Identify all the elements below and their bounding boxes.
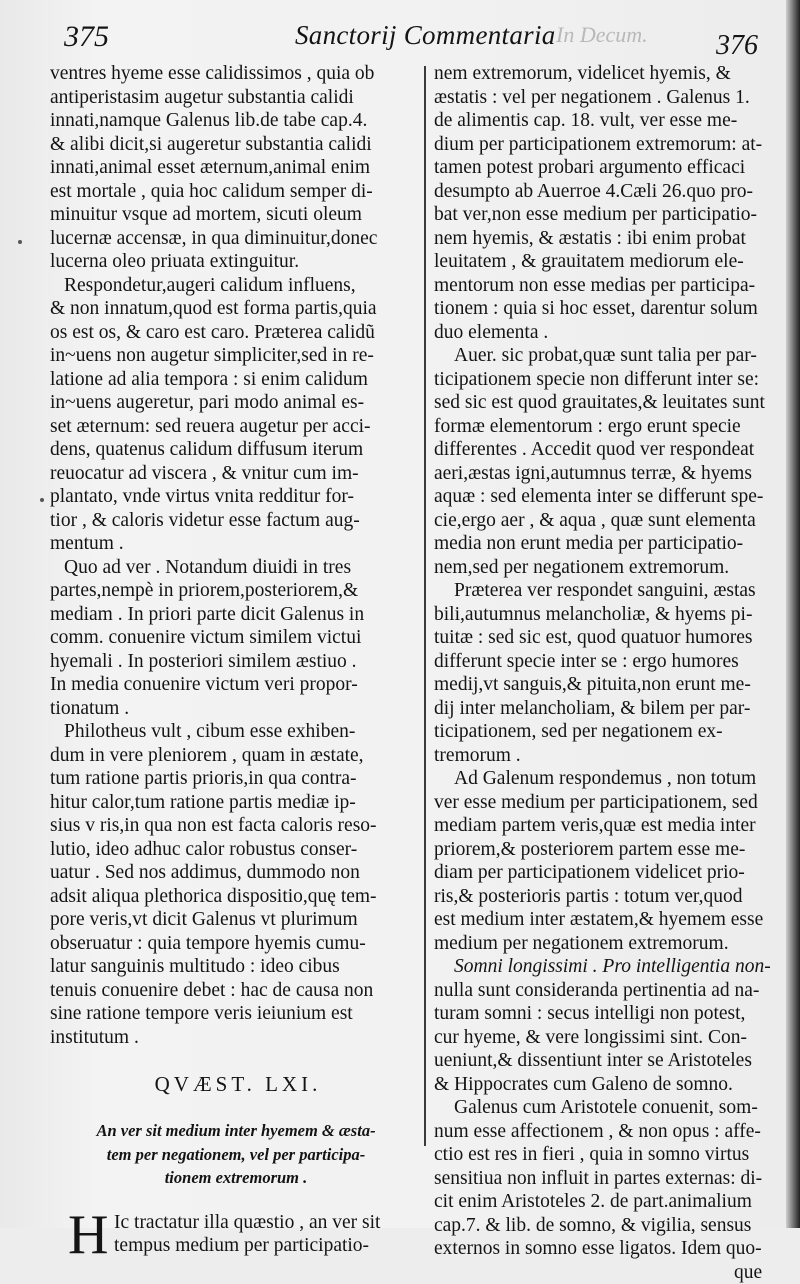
text-line: uatur . Sed nos addimus, dummodo non [50, 861, 360, 885]
text-line: & Hippocrates cum Galeno de somno. [434, 1073, 733, 1097]
text-line: latione ad alia tempora : si enim calidum [50, 368, 368, 392]
text-line: Ad Galenum respondemus , non totum [434, 767, 756, 791]
text-line: diam per participationem videlicet prio- [434, 861, 745, 885]
text-line: cap.7. & lib. de somno, & vigilia, sensus [434, 1214, 751, 1238]
bleed-through-text: In Decum. [556, 22, 648, 48]
text-line: reuocatur ad viscera , & vnitur cum im- [50, 462, 359, 486]
text-line: nulla sunt consideranda pertinentia ad na- [434, 979, 759, 1003]
text-line: institutum . [50, 1026, 139, 1050]
text-line: sius v ris,in qua non est facta caloris reso- [50, 814, 377, 838]
text-line: differentes . Accedit quod ver respondeat [434, 438, 754, 462]
text-line: de alimentis cap. 18. vult, ver esse me- [434, 109, 737, 133]
text-line: hyemali . In posteriori similem æstiuo . [50, 650, 357, 674]
text-line: externos in somno esse ligatos. Idem quo- [434, 1237, 762, 1261]
text-line: formæ elementorum : ergo erunt specie [434, 415, 741, 439]
text-line: medij,vt sanguis,& pituita,non erunt me- [434, 673, 751, 697]
text-line: bili,autumnus melancholiæ, & hyems pi- [434, 603, 752, 627]
text-line: In media conuenire victum veri propor- [50, 673, 358, 697]
text-line: dens, quatenus calidum diffusum iterum [50, 438, 363, 462]
text-line: mediam . In priori parte dicit Galenus in [50, 603, 364, 627]
text-line: duo elementa . [434, 321, 548, 345]
text-line: nem extremorum, videlicet hyemis, & [434, 62, 731, 86]
text-line: ctio est res in fieri , quia in somno virtus [434, 1143, 749, 1167]
text-line: tum ratione partis prioris,in qua contra- [50, 767, 357, 791]
text-line: comm. conuenire victum similem victui [50, 626, 361, 650]
text-line: ver esse medium per participationem, sed [434, 791, 758, 815]
text-line: mediam partem veris,quæ est media inter [434, 814, 756, 838]
text-line: est medium inter æstatem,& hyemem esse [434, 908, 763, 932]
right-page-number: 376 [716, 30, 758, 62]
text-line: in~uens non augetur simpliciter,sed in re- [50, 344, 374, 368]
text-line: os est os, & caro est caro. Præterea calidũ [50, 321, 375, 345]
text-line: innati,animal esset æternum,animal enim [50, 156, 370, 180]
text-line: Ic tractatur illa quæstio , an ver sit [114, 1211, 380, 1235]
text-line: sine ratione tempore veris ieiunium est [50, 1002, 353, 1026]
text-line: tionatum . [50, 697, 129, 721]
text-line: nem,sed per negationem extremorum. [434, 556, 729, 580]
text-line: Galenus cum Aristotele conuenit, som- [434, 1096, 758, 1120]
text-line: Philotheus vult , cibum esse exhiben- [50, 720, 355, 744]
text-line: hitur calor,tum ratione partis mediæ ip- [50, 791, 356, 815]
text-line: & non innatum,quod est forma partis,quia [50, 297, 377, 321]
text-line: in~uens augeretur, pari modo animal es- [50, 391, 364, 415]
text-line: num esse affectionem , & non opus : affe- [434, 1120, 761, 1144]
question-title-line: tem per negationem, vel per participa- [50, 1143, 422, 1167]
text-line: innati,namque Galenus lib.de tabe cap.4. [50, 109, 367, 133]
text-line: ticipationem specie non differunt inter se: [434, 368, 759, 392]
text-line: Præterea ver respondet sanguini, æstas [434, 579, 756, 603]
running-title: Sanctorij Commentaria [295, 20, 556, 51]
page-edge-shadow [786, 0, 800, 1228]
margin-dot [40, 498, 44, 502]
text-line: tremorum . [434, 744, 521, 768]
right-column [434, 62, 788, 1284]
text-line: priorem,& posteriorem partem esse me- [434, 838, 745, 862]
margin-dot [18, 240, 22, 244]
text-line: media non erunt media per participatio- [434, 532, 743, 556]
text-line: ticipationem, sed per negationem ex- [434, 720, 723, 744]
text-line: leuitatem , & grauitatem mediorum ele- [434, 250, 744, 274]
text-line: Somni longissimi . Pro intelligentia non- [434, 955, 771, 979]
text-line: cie,ergo aer , & aqua , quæ sunt elementa [434, 509, 756, 533]
text-line: tuitæ : sed sic est, quod quatuor humores [434, 626, 752, 650]
text-line: ris,& posterioris partis : totum ver,quod [434, 885, 742, 909]
column-divider [424, 66, 426, 1146]
text-line: differunt specie inter se : ergo humores [434, 650, 739, 674]
left-column [50, 62, 422, 1258]
question-heading: QVÆST. LXI. [50, 1070, 422, 1098]
text-line: Auer. sic probat,quæ sunt talia per par- [434, 344, 757, 368]
text-line: æstatis : vel per negationem . Galenus 1. [434, 86, 750, 110]
text-line: tior , & caloris videtur esse factum aug- [50, 509, 360, 533]
text-line: est mortale , quia hoc calidum semper di- [50, 180, 373, 204]
text-line: ventres hyeme esse calidissimos , quia ob [50, 62, 374, 86]
text-line: lutio, ideo adhuc calor robustus conser- [50, 838, 357, 862]
text-line: cit enim Aristoteles 2. de part.animalium [434, 1190, 752, 1214]
text-line: dij inter melancholiam, & bilem per par- [434, 697, 750, 721]
text-line: desumpto ab Auerroe 4.Cæli 26.quo pro- [434, 180, 753, 204]
text-line: latur sanguinis multitudo : ideo cibus [50, 955, 340, 979]
text-line: & alibi dicit,si augeretur substantia calidi [50, 133, 372, 157]
opening-paragraph [50, 1211, 422, 1258]
text-line: cur hyeme, & vere longissimi sint. Con- [434, 1026, 747, 1050]
text-line: plantato, vnde virtus vnita redditur for- [50, 485, 354, 509]
question-title-line: tionem extremorum . [50, 1166, 422, 1190]
text-line: aquæ : sed elementa inter se differunt spe- [434, 485, 763, 509]
text-line: dum in vere pleniorem , quam in æstate, [50, 744, 364, 768]
text-line: tenuis conuenire debet : hac de causa non [50, 979, 373, 1003]
text-line: lucernæ accensæ, in qua diminuitur,donec [50, 227, 377, 251]
text-line: Respondetur,augeri calidum influens, [50, 274, 356, 298]
text-line: pore veris,vt dicit Galenus vt plurimum [50, 908, 358, 932]
text-line: nem hyemis, & æstatis : ibi enim probat [434, 227, 746, 251]
drop-cap: H [68, 1207, 108, 1263]
text-line: sed sic est quod grauitates,& leuitates sunt [434, 391, 765, 415]
catchword: que [434, 1261, 762, 1284]
question-title-line: An ver sit medium inter hyemem & æsta- [50, 1119, 422, 1143]
text-line: ueniunt,& dissentiunt inter se Aristoteles [434, 1049, 752, 1073]
text-line: tempus medium per participatio- [114, 1234, 369, 1258]
text-line: partes,nempè in priorem,posteriorem,& [50, 579, 358, 603]
text-line: lucerna oleo priuata extinguitur. [50, 250, 299, 274]
left-page-number: 375 [64, 20, 109, 54]
text-line: turam somni : secus intelligi non potest, [434, 1002, 745, 1026]
text-line: antiperistasim augetur substantia calidi [50, 86, 354, 110]
text-line: aeri,æstas igni,autumnus terræ, & hyems [434, 462, 752, 486]
text-line: tionem : quia si hoc esset, darentur solum [434, 297, 758, 321]
text-line: set æternum: sed reuera augetur per acci- [50, 415, 371, 439]
text-line: adsit aliqua plethorica dispositio,quę tem- [50, 885, 377, 909]
text-line: dium per participationem extremorum: at- [434, 133, 762, 157]
text-line: mentum . [50, 532, 124, 556]
text-line: minuitur vsque ad mortem, sicuti oleum [50, 203, 362, 227]
text-line: mentorum non esse medias per participa- [434, 274, 755, 298]
text-line: Quo ad ver . Notandum diuidi in tres [50, 556, 351, 580]
text-line: sensitiua non influit in partes externas: di- [434, 1167, 762, 1191]
text-line: tamen potest probari argumento efficaci [434, 156, 745, 180]
text-line: bat ver,non esse medium per participatio- [434, 203, 757, 227]
text-line: medium per negationem extremorum. [434, 932, 729, 956]
text-line: obseruatur : quia tempore hyemis cumu- [50, 932, 366, 956]
